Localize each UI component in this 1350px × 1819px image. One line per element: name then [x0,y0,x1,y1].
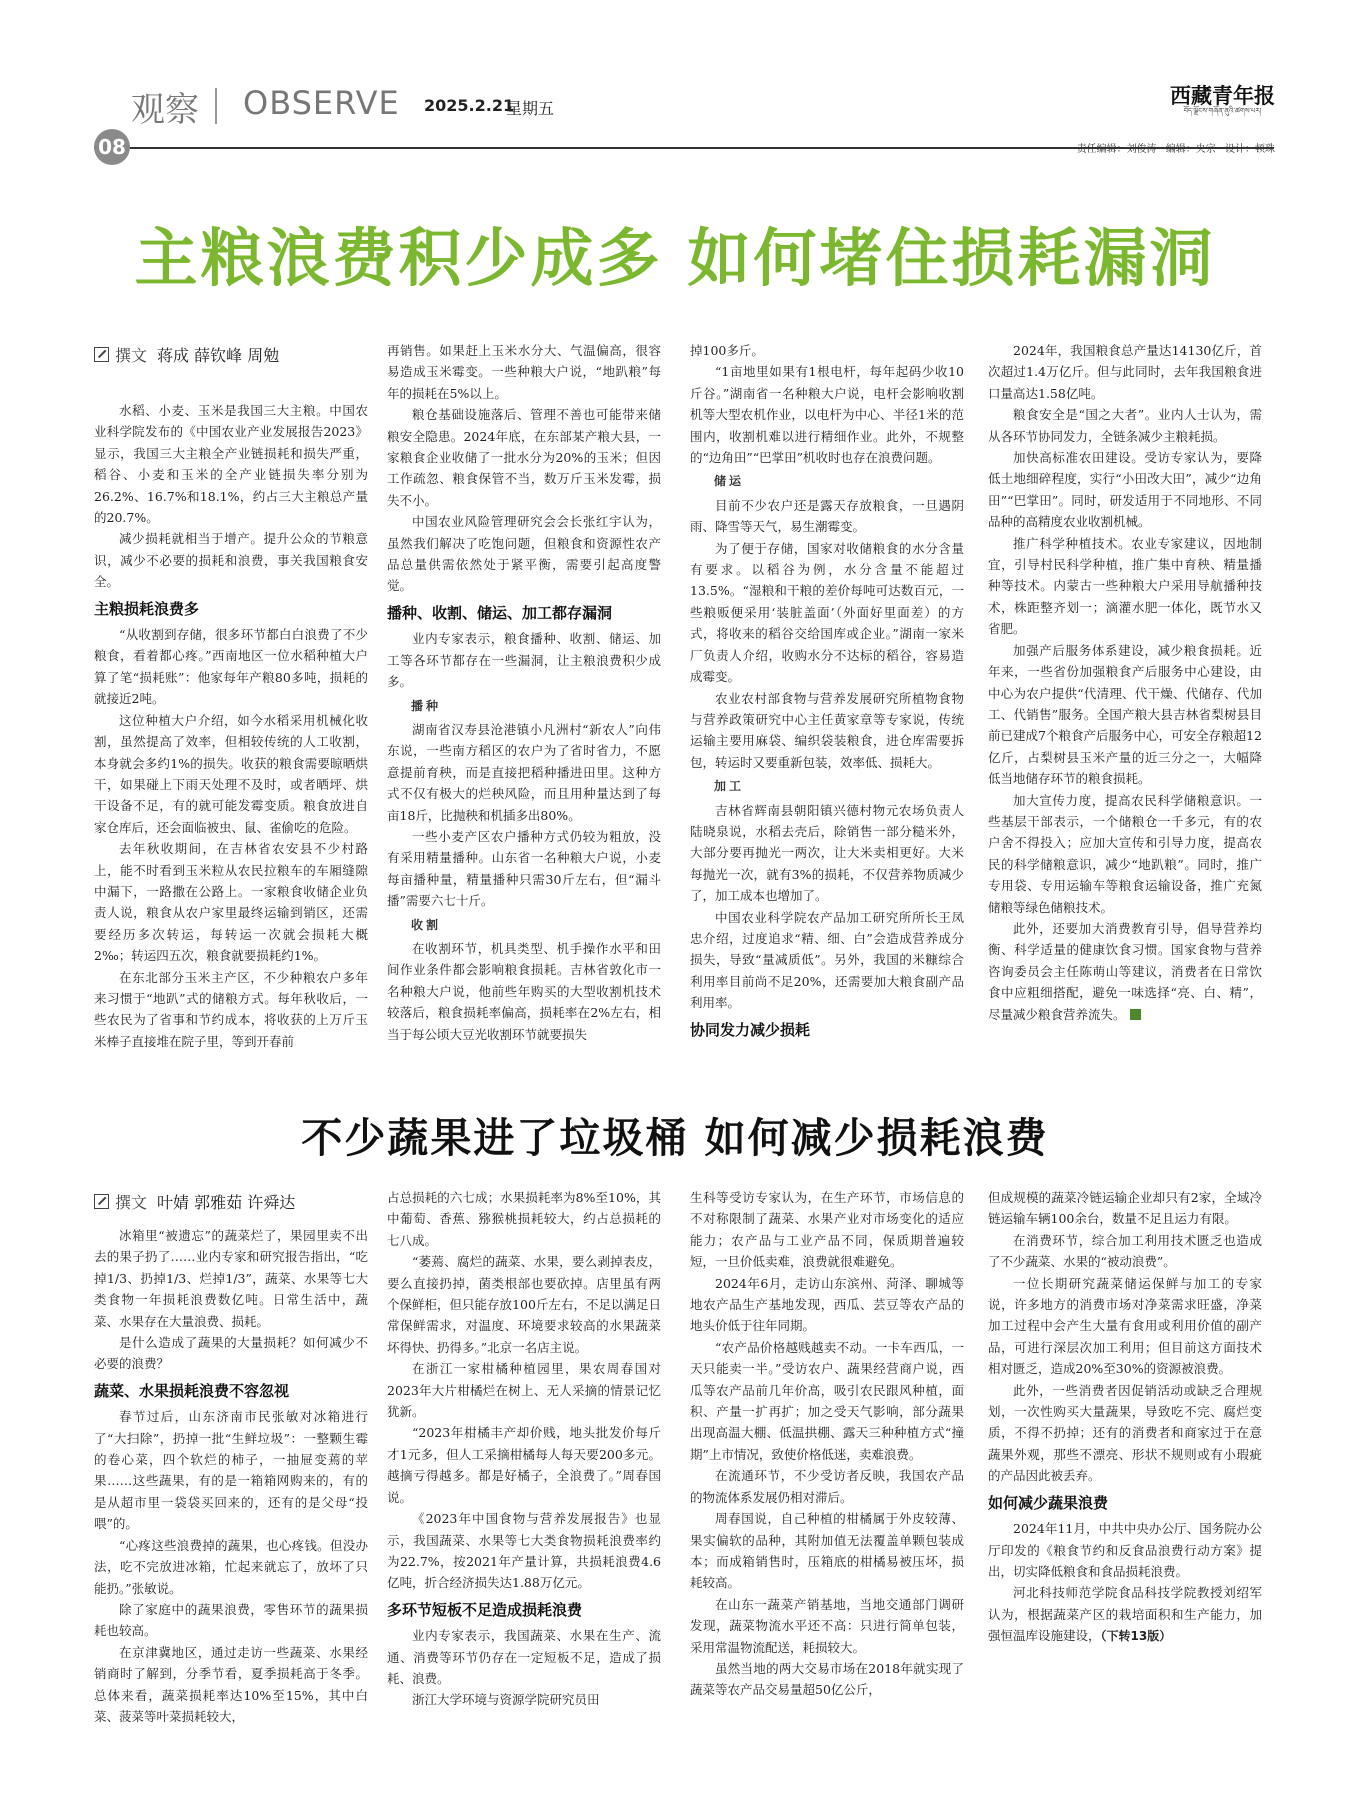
article1-column-4 [988,340,1262,1065]
article2-byline [94,1190,295,1213]
paragraph-text: 在京津冀地区，通过走访一些蔬菜、水果经销商时了解到，分季节看，夏季损耗高于冬季。总体来看，蔬菜损耗率达10%至15%，其中白菜、菠菜等叶菜损耗较大， [94,1644,368,1724]
paragraph-text: 农业农村部食物与营养发展研究所植物食物与营养政策研究中心主任黄家章等专家说，传统运输主要用麻袋、编织袋装粮食，进仓库需要拆包，转运时又要重新包装，效率低、损耗大。 [690,690,964,770]
byline-label: 撰文 [115,346,148,365]
paragraph-text: 播种、收割、储运、加工都存漏洞 [387,603,613,622]
paragraph-text: 中国农业风险管理研究会会长张红宇认为，虽然我们解决了吃饱问题，但粮食和资源性农产品总量供需依然处于紧平衡，需要引起高度警觉。 [387,514,661,594]
paragraph-text: 周春国说，自己种植的柑橘属于外皮较薄、果实偏软的品种，其附加值无法覆盖单颗包装成本；而成箱销售时，压箱底的柑橘易被压坏，损耗较高。 [690,1511,964,1591]
paragraph-text: 如何减少蔬果浪费 [988,1493,1109,1512]
page-number-badge: 08 [94,129,130,165]
article2-column-1 [94,1225,368,1805]
paragraph-text: 协同发力减少损耗 [690,1020,811,1039]
paragraph-text: 加工 [714,779,745,794]
paragraph-text: 吉林省辉南县朝阳镇兴德村物元农场负责人陆晓泉说，水稻去壳后，除销售一部分糙米外，大部分要再抛光一两次，让大米卖相更好。大米每抛光一次，就有3%的损耗，不仅营养物质减少了，加工成本也增加了。 [690,802,964,904]
paragraph-text: 在消费环节，综合加工利用技术匮乏也造成了不少蔬菜、水果的“被动浪费”。 [988,1232,1262,1270]
paragraph [387,340,661,404]
issue-weekday: 星期五 [506,99,555,118]
paragraph [387,1358,661,1422]
paragraph-text: 2024年，我国粮食总产量达14130亿斤，首次超过1.4万亿斤。但与此同时，去年我国粮食进口量高达1.58亿吨。 [988,343,1262,401]
paragraph [690,1187,964,1273]
byline-authors: 蒋成 薛钦峰 周勉 [157,346,280,365]
credit-editor: 编辑：央宗 [1165,144,1216,155]
end-mark-icon [1130,1009,1141,1020]
subheading [94,1381,368,1402]
paragraph [94,1225,368,1332]
paragraph [94,710,368,838]
paragraph [94,1599,368,1642]
minor-heading [690,471,964,492]
paragraph [988,1380,1262,1487]
paragraph [387,938,661,1045]
paragraph-text: 再销售。如果赶上玉米水分大、气温偏高，很容易造成玉米霉变。一些种粮大户说，“地趴粮”每年的损耗在5%以上。 [387,343,661,401]
paragraph-text: 收割 [411,917,442,932]
paragraph [94,1642,368,1728]
subheading [690,1020,964,1041]
continued-on-page: （下转13版） [1100,1629,1172,1644]
issue-date: 2025.2.21 [424,96,515,115]
paragraph-text: 这位种植大户介绍，如今水稻采用机械化收割，虽然提高了效率，但相较传统的人工收割，本身就会多约1%的损失。收获的粮食需要晾晒烘干，如果碰上下雨天处理不及时，或者晒坪、烘干设备不足，有的就可能发霉变质。粮食放进自家仓库后，还会面临被虫、鼠、雀偷吃的危险。 [94,712,368,835]
paragraph [690,1465,964,1508]
minor-heading [690,776,964,797]
article2-column-4 [988,1187,1262,1807]
paragraph-text: 加强产后服务体系建设，减少粮食损耗。近年来，一些省份加强粮食产后服务中心建设，由中心为农户提供“代清理、代干燥、代储存、代加工、代销售”服务。全国产粮大县吉林省梨树县目前已建成7个粮食产后服务中心，可安全存粮超12亿斤，占梨树县玉米产量的近三分之一，大幅降低当地储存环节的粮食损耗。 [988,642,1262,787]
paragraph-text: 此外，一些消费者因促销活动或缺乏合理规划，一次性购买大量蔬果，导致吃不完、腐烂变质，不得不扔掉；还有的消费者和商家过于在意蔬果外观，那些不漂亮、形状不规则或有小瑕疵的产品因此被丢弃。 [988,1382,1262,1484]
paragraph-text: “萎蔫、腐烂的蔬菜、水果，要么剥掉表皮，要么直接扔掉，菌类根部也要砍掉。店里虽有两个保鲜柜，但只能存放100斤左右，不足以满足日常保鲜需求，对温度、环境要求较高的水果蔬菜坏得快、扔得多。”北京一名店主说。 [387,1254,661,1355]
paragraph [988,533,1262,640]
paragraph [988,918,1262,1025]
subheading [988,1493,1262,1514]
paragraph [94,967,368,1053]
editor-credits [820,140,1275,155]
paragraph [94,624,368,710]
paragraph-text: 在山东一蔬菜产销基地，当地交通部门调研发现，蔬菜物流水平还不高：只进行简单包装，采用常温物流配送，耗损较大。 [690,1596,964,1655]
paragraph-text: 2024年11月，中共中央办公厅、国务院办公厅印发的《粮食节约和反食品浪费行动方案》提出，切实降低粮食和食品损耗浪费。 [988,1521,1262,1579]
paragraph-text: 粮食安全是“国之大者”。业内人士认为，需从各环节协同发力，全链条减少主粮耗损。 [988,407,1262,444]
paragraph [988,640,1262,790]
paragraph [387,1422,661,1508]
paragraph [690,800,964,907]
paragraph-text: 推广科学种植技术。农业专家建议，因地制宜，引导村民科学种植，推广集中育秧、精量播种等技术。内蒙古一些种粮大户采用导航播种技术，株距整齐划一；滴灌水肥一体化，既节水又省肥。 [988,535,1262,637]
section-title-cn: 观察 [131,90,199,130]
paragraph-text: 加大宣传力度，提高农民科学储粮意识。一些基层干部表示，一个储粮仓一千多元，有的农户舍不得投入；应加大宣传和引导力度，提高农民的科学储粮意识，减少“地趴粮”。同时，推广专用袋、专用运输车等粮食运输设备，推广充氮储粮等绿色储粮技术。 [988,792,1262,915]
paragraph-text: 浙江大学环境与资源学院研究员田 [412,1692,600,1708]
paragraph [690,1658,964,1701]
paragraph-text: 在浙江一家柑橘种植园里，果农周春国对2023年大片柑橘烂在树上、无人采摘的情景记忆犹新。 [387,1361,661,1420]
paragraph [690,495,964,538]
newspaper-masthead: 西藏青年报 [1170,83,1275,108]
paragraph [988,340,1262,404]
paragraph [94,528,368,592]
paragraph [690,538,964,688]
paragraph [690,1337,964,1465]
paragraph [690,361,964,468]
article2-headline: 不少蔬果进了垃圾桶 如何减少损耗浪费 [301,1114,1049,1162]
paragraph-text: 除了家庭中的蔬果浪费，零售环节的蔬果损耗也较高。 [94,1601,368,1639]
paragraph-text: 为了便于存储，国家对收储粮食的水分含量有要求。以稻谷为例，水分含量不能超过13.5%。“湿粮和干粮的差价每吨可达数百元，一些粮贩便采用‘装脏盖面’（外面好里面差）的方式，将收来的稻谷交给国库或企业。”湖南一家米厂负责人介绍，收购水分不达标的稻谷，容易造成霉变。 [690,540,964,685]
article1-headline: 主粮浪费积少成多 如何堵住损耗漏洞 [134,222,1216,295]
paragraph [988,1273,1262,1380]
masthead-tibetan: བོད་ལྗོངས་གཞོན་ནུའི་ཚགས་པར། [1183,107,1262,115]
minor-heading [387,696,661,717]
paragraph-text: 冰箱里“被遗忘”的蔬菜烂了，果园里卖不出去的果子扔了……业内专家和研究报告指出，“吃掉1/3、扔掉1/3、烂掉1/3”，蔬菜、水果等七大类食物一年损耗浪费数亿吨。日常生活中，蔬菜、水果存在大量浪费、损耗。 [94,1228,368,1329]
paragraph [387,404,661,511]
subheading [387,603,661,624]
paragraph-text: 春节过后，山东济南市民张敏对冰箱进行了“大扫除”，扔掉一批“生鲜垃圾”：一整颗生霉的卷心菜，四个软烂的柿子，一抽屉变蔫的苹果……这些蔬果，有的是一箱箱网购来的，有的是从超市里一袋袋买回来的，还有的是父母“投喂”的。 [94,1409,368,1532]
paragraph [387,511,661,597]
paragraph-text: 在收割环节，机具类型、机手操作水平和田间作业条件都会影响粮食损耗。吉林省敦化市一名种粮大户说，他前些年购买的大型收割机技术较落后，粮食损耗率偏高，损耗率在2%左右，相当于每公顷大豆光收割环节就要损失 [387,940,661,1042]
paragraph [988,1187,1262,1230]
paragraph [988,1518,1262,1582]
paragraph [988,1582,1262,1647]
paragraph-text: 生科等受访专家认为，在生产环节，市场信息的不对称限制了蔬菜、水果产业对市场变化的适应能力；农产品与工业产品不同，保质期普遍较短，一旦价低卖难，浪费就很难避免。 [690,1190,964,1270]
paragraph [988,790,1262,918]
credit-editor-in-charge: 责任编辑：刘俊涛 [1076,144,1157,155]
paragraph [387,1689,661,1710]
paragraph-text: “从收割到存储，很多环节都白白浪费了不少粮食，看着都心疼。”西南地区一位水稻种植大户算了笔“损耗账”：他家每年产粮80多吨，损耗的就接近2吨。 [94,627,368,707]
paragraph [94,400,368,528]
paragraph-text: 目前不少农户还是露天存放粮食，一旦遇阴雨、降雪等天气，易生潮霉变。 [690,497,964,535]
section-divider [215,88,217,124]
article1-column-3 [690,340,964,1060]
paragraph-text: 主粮损耗浪费多 [94,599,200,618]
byline-authors: 叶婧 郭雅茹 许舜达 [157,1193,296,1212]
subheading [387,1600,661,1621]
paragraph-text: 业内专家表示，我国蔬菜、水果在生产、流通、消费等环节仍存在一定短板不足，造成了损耗、浪费。 [387,1628,661,1686]
paragraph-text: 占总损耗的六七成；水果损耗率为8%至10%，其中葡萄、香蕉、猕猴桃损耗较大，约占总损耗的七八成。 [387,1190,661,1248]
section-title-en: OBSERVE [243,84,400,122]
article2-column-2 [387,1187,661,1807]
article1-column-2 [387,340,661,1060]
paragraph [387,719,661,826]
paragraph-text: “1亩地里如果有1根电杆，每年起码少收10斤谷。”湖南省一名种粮大户说，电杆会影响收割机等大型农机作业，以电杆为中心、半径1米的范围内，收割机难以进行精细作业。此外，不规整的“边角田”“巴掌田”机收时也存在浪费问题。 [690,364,964,466]
paragraph-text: 在东北部分玉米主产区，不少种粮农户多年来习惯于“地趴”式的储粮方式。每年秋收后，一些农民为了省事和节约成本，将收获的上万斤玉米棒子直接堆在院子里，等到开春前 [94,969,368,1049]
paragraph-text: 去年秋收期间，在吉林省农安县不少村路上，能不时看到玉米粒从农民拉粮车的车厢缝隙中漏下，一路撒在公路上。一家粮食收储企业负责人说，粮食从农户家里最终运输到销区，还需要经历多次转运，每转运一次就会损耗大概2‰；转运四五次，粮食就要损耗约1%。 [94,841,368,964]
paragraph-text: 是什么造成了蔬果的大量损耗？如何减少不必要的浪费？ [94,1335,368,1372]
credit-design: 设计：顿珠 [1225,144,1275,155]
paragraph [690,340,964,361]
paragraph [690,1508,964,1594]
paragraph [988,447,1262,533]
pen-icon [94,1194,109,1209]
paragraph-text: 此外，还要加大消费教育引导，倡导营养均衡、科学适量的健康饮食习惯。国家食物与营养咨询委员会主任陈萌山等建议，消费者在日常饮食中应粗细搭配，避免一味选择“亮、白、精”，尽量减少粮食营养流失。 [988,920,1262,1022]
paragraph-text: 中国农业科学院农产品加工研究所所长王凤忠介绍，过度追求“精、细、白”会造成营养成分损失，导致“量减质低”。另外，我国的米糠综合利用率目前尚不足20%，还需要加大粮食副产品利用率。 [690,909,964,1011]
article1-byline [94,343,279,366]
paragraph [387,1187,661,1251]
paragraph-text: “心疼这些浪费掉的蔬果，也心疼钱。但没办法，吃不完放进冰箱，忙起来就忘了，放坏了只能扔。”张敏说。 [94,1537,368,1596]
paragraph-text: 掉100多斤。 [690,343,764,358]
paragraph-text: 蔬菜、水果损耗浪费不容忽视 [94,1381,290,1400]
paragraph [94,838,368,966]
paragraph-text: 一位长期研究蔬菜储运保鲜与加工的专家说，许多地方的消费市场对净菜需求旺盛，净菜加工过程中会产生大量有食用或利用价值的副产品，可进行深层次加工利用；但目前这方面技术相对匮乏，造成20%至30%的资源被浪费。 [988,1275,1262,1377]
paragraph-text: “2023年柑橘丰产却价贱，地头批发价每斤才1元多，但人工采摘柑橘每人每天要200多元。越摘亏得越多。都是好橘子，全浪费了。”周春国说。 [387,1425,661,1505]
minor-heading [387,915,661,936]
paragraph-text: 湖南省汉寿县沧港镇小凡洲村“新农人”向伟东说，一些南方稻区的农户为了省时省力，不愿意提前育秧，而是直接把稻种播进田里。这种方式不仅有极大的烂秧风险，而且用种量达到了每亩18斤，比抛秧和机插多出80%。 [387,721,661,823]
paragraph-text: 2024年6月，走访山东滨州、菏泽、聊城等地农产品生产基地发现，西瓜、芸豆等农产品的地头价低于往年同期。 [690,1275,964,1334]
paragraph-text: 播种 [411,698,442,713]
paragraph [94,1535,368,1599]
paragraph [94,1332,368,1375]
paragraph [387,628,661,692]
paragraph-text: 但成规模的蔬菜冷链运输企业却只有2家，全域冷链运输车辆100余台，数量不足且运力有限。 [988,1190,1262,1227]
article2-column-3 [690,1187,964,1807]
pen-icon [94,347,109,362]
paragraph [94,1406,368,1534]
paragraph [387,1625,661,1689]
paragraph [988,1230,1262,1273]
paragraph-text: 减少损耗就相当于增产。提升公众的节粮意识，减少不必要的损耗和浪费，事关我国粮食安全。 [94,531,368,590]
paragraph-text: 河北科技师范学院食品科技学院教授刘绍军认为，根据蔬菜产区的栽培面积和生产能力，加强恒温库设施建设， [988,1585,1262,1644]
article1-column-1 [94,400,368,1060]
paragraph [387,826,661,912]
paragraph-text: 业内专家表示，粮食播种、收割、储运、加工等各环节都存在一些漏洞，让主粮浪费积少成多。 [387,631,661,690]
paragraph-text: 《2023年中国食物与营养发展报告》也显示，我国蔬菜、水果等七大类食物损耗浪费率约为22.7%，按2021年产量计算，共损耗浪费4.6亿吨，折合经济损失达1.88万亿元。 [387,1511,661,1591]
subheading [94,599,368,620]
byline-label: 撰文 [115,1193,148,1212]
paragraph [690,1594,964,1658]
paragraph [387,1251,661,1358]
paragraph-text: 多环节短板不足造成损耗浪费 [387,1600,583,1619]
paragraph [387,1508,661,1594]
paragraph-text: “农产品价格越贱越卖不动。一卡车西瓜，一天只能卖一半。”受访农户、蔬果经营商户说，西瓜等农产品前几年价高，吸引农民跟风种植，面积、产量一扩再扩；加之受天气影响，部分蔬果出现高温大棚、低温拱棚、露天三种种植方式“撞期”上市情况，致使价格低迷，卖难浪费。 [690,1339,964,1462]
paragraph-text: 虽然当地的两大交易市场在2018年就实现了蔬菜等农产品交易量超50亿公斤， [690,1660,964,1698]
paragraph [690,688,964,774]
paragraph [988,404,1262,447]
paragraph-text: 一些小麦产区农户播种方式仍较为粗放，没有采用精量播种。山东省一名种粮大户说，小麦每亩播种量，精量播种只需30斤左右，但“漏斗播”需要六七十斤。 [387,828,661,909]
paragraph-text: 粮仓基础设施落后、管理不善也可能带来储粮安全隐患。2024年底，在东部某产粮大县，一家粮食企业收储了一批水分为20%的玉米；但因工作疏忽、粮食保管不当，数万斤玉米发霉，损失不小。 [387,407,661,508]
paragraph-text: 储运 [714,474,745,489]
paragraph-text: 加快高标准农田建设。受访专家认为，要降低土地细碎程度，实行“小田改大田”，减少“边角田”“巴掌田”。同时，研发适用于不同地形、不同品种的高精度农业收割机械。 [988,450,1262,530]
paragraph [690,1273,964,1337]
paragraph-text: 水稻、小麦、玉米是我国三大主粮。中国农业科学院发布的《中国农业产业发展报告2023》显示，我国三大主粮全产业链损耗和损失严重，稻谷、小麦和玉米的全产业链损失率分别为26.2%、16.7%和18.1%，约占三大主粮总产量的20.7%。 [94,403,368,526]
paragraph-text: 在流通环节，不少受访者反映，我国农产品的物流体系发展仍相对滞后。 [690,1468,964,1505]
paragraph [690,907,964,1014]
